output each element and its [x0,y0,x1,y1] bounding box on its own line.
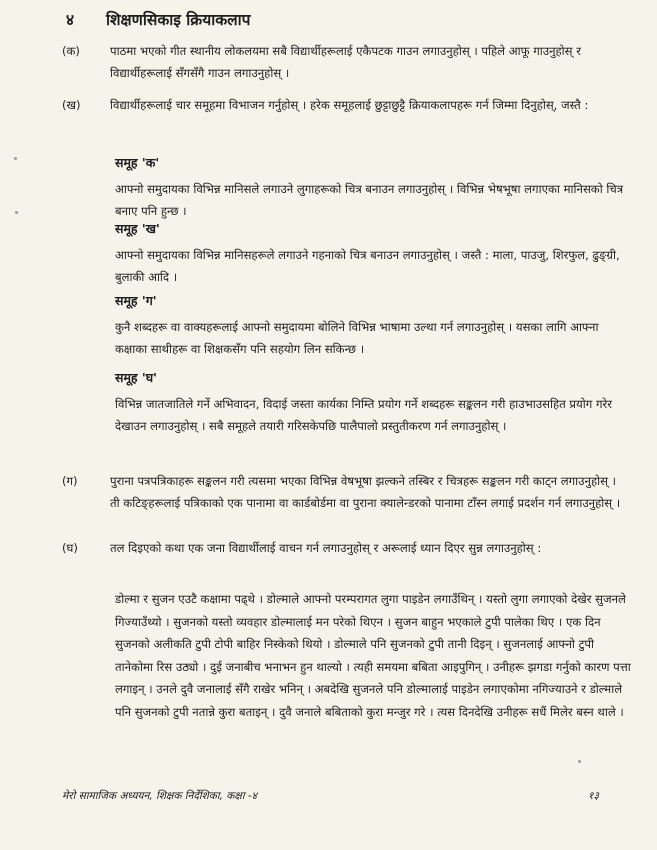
group-ga [115,290,627,360]
item-marker: (क) [62,44,80,58]
item-marker: (घ) [62,541,78,555]
section-heading [66,8,250,30]
story-text: डोल्मा र सुजन एउटै कक्षामा पढ्थे । डोल्माले आफ्नो परम्परागत लुगा पाइडेन लगाउँथिन् । यस्तो लुगा लगाएको देखेर सुजनले गिज्याउँथ्यो । सुजनको यस्तो व्यवहार डोल्मालाई मन परेको थिएन । सुजन बाहुन भएकाले टुपी पालेका थिए । एक दिन सुजनको अलीकति टुपी टोपी बाहिर निस्केको थियो । डोल्माले पनि सुजनको टुपी तानी दिइन् । सुजनलाई आफ्नो टुपी तानेकोमा रिस उठ्यो । दुई जनाबीच भनाभन हुन थाल्यो । त्यही समयमा बबिता आइपुगिन् । उनीहरू झगडा गर्नुको कारण पत्ता लगाइन् । उनले दुवै जनालाई सँगै राखेर भनिन् । अबदेखि सुजनले पनि डोल्मालाई पाइडेन लगाएकोमा नगिज्याउने र डोल्माले पनि सुजनको टुपी नतान्ने कुरा बताइन् । दुवै जनाले बबिताको कुरा मन्जुर गरे । त्यस दिनदेखि उनीहरू सधैं मिलेर बस्न थाले । [115,592,631,719]
page-number: १३ [588,790,599,802]
group-gha [115,367,627,437]
item-marker: (ग) [62,474,78,488]
group-text: आफ्नो समुदायका विभिन्न मानिसहरूले लगाउने गहनाको चित्र बनाउन लगाउनुहोस् । जस्तै : माला, पाउजु, शिरफुल, ढुङ्ग्री, बुलाकी आदि । [115,248,620,284]
activity-item-kha [62,94,624,116]
activity-item-ka [62,40,624,84]
activity-item-gha [62,537,624,559]
section-title: शिक्षणसिकाइ क्रियाकलाप [106,11,251,29]
group-ka [115,152,627,222]
group-text: विभिन्न जातजातिले गर्ने अभिवादन, विदाई जस्ता कार्यका निम्ति प्रयोग गर्ने शब्दहरू सङ्कलन गरी हाउभाउसहित प्रयोग गरेर देखाउन लगाउनुहोस् । सबै समूहले तयारी गरिसकेपछि पालैपालो प्रस्तुतीकरण गर्न लगाउनुहोस् । [115,397,612,433]
activity-item-ga [62,470,624,514]
group-text: आफ्नो समुदायका विभिन्न मानिसले लगाउने लुगाहरूको चित्र बनाउन लगाउनुहोस् । विभिन्न भेषभूषा लगाएका मानिसको चित्र बनाए पनि हुन्छ । [115,182,624,218]
group-kha [115,218,627,288]
group-title: समूह 'ग' [115,293,157,308]
scan-speck [15,211,18,214]
section-number: ४ [66,11,75,29]
scan-speck [578,760,581,763]
group-title: समूह 'ख' [115,221,160,236]
group-title: समूह 'क' [115,155,160,170]
group-title: समूह 'घ' [115,370,157,385]
scan-speck [14,157,17,160]
item-text: पुराना पत्रपत्रिकाहरू सङ्कलन गरी त्यसमा भएका विभिन्न वेषभूषा झल्कने तस्बिर र चित्रहरू सङ्कलन गरी काट्न लगाउनुहोस् । ती कटिङ्हरूलाई पत्रिकाको एक पानामा वा कार्डबोर्डमा वा पुराना क्यालेन्डरको पानामा टाँस्न लगाई प्रदर्शन गर्न लगाउनुहोस् । [110,474,621,510]
item-text: विद्यार्थीहरूलाई चार समूहमा विभाजन गर्नुहोस् । हरेक समूहलाई छुट्टाछुट्टै क्रियाकलापहरू गर्न जिम्मा दिनुहोस्, जस्तै : [110,98,589,112]
item-text: तल दिइएको कथा एक जना विद्यार्थीलाई वाचन गर्न लगाउनुहोस् र अरूलाई ध्यान दिएर सुन्न लगाउनुहोस् : [110,541,542,555]
group-text: कुनै शब्दहरू वा वाक्यहरूलाई आफ्नो समुदायमा बोलिने विभिन्न भाषामा उल्था गर्न लगाउनुहोस् । यसका लागि आफ्ना कक्षाका साथीहरू वा शिक्षकसँग पनि सहयोग लिन सकिन्छ । [115,320,599,356]
item-marker: (ख) [62,98,81,112]
story-paragraph [115,588,633,723]
item-text: पाठमा भएको गीत स्थानीय लोकलयमा सबै विद्यार्थीहरूलाई एकैपटक गाउन लगाउनुहोस् । पहिले आफू गाउनुहोस् र विद्यार्थीहरूलाई सँगसँगै गाउन लगाउनुहोस् । [110,44,581,80]
footer-book-title: मेरो सामाजिक अध्ययन, शिक्षक निर्देशिका, कक्षा -४ [62,790,258,802]
